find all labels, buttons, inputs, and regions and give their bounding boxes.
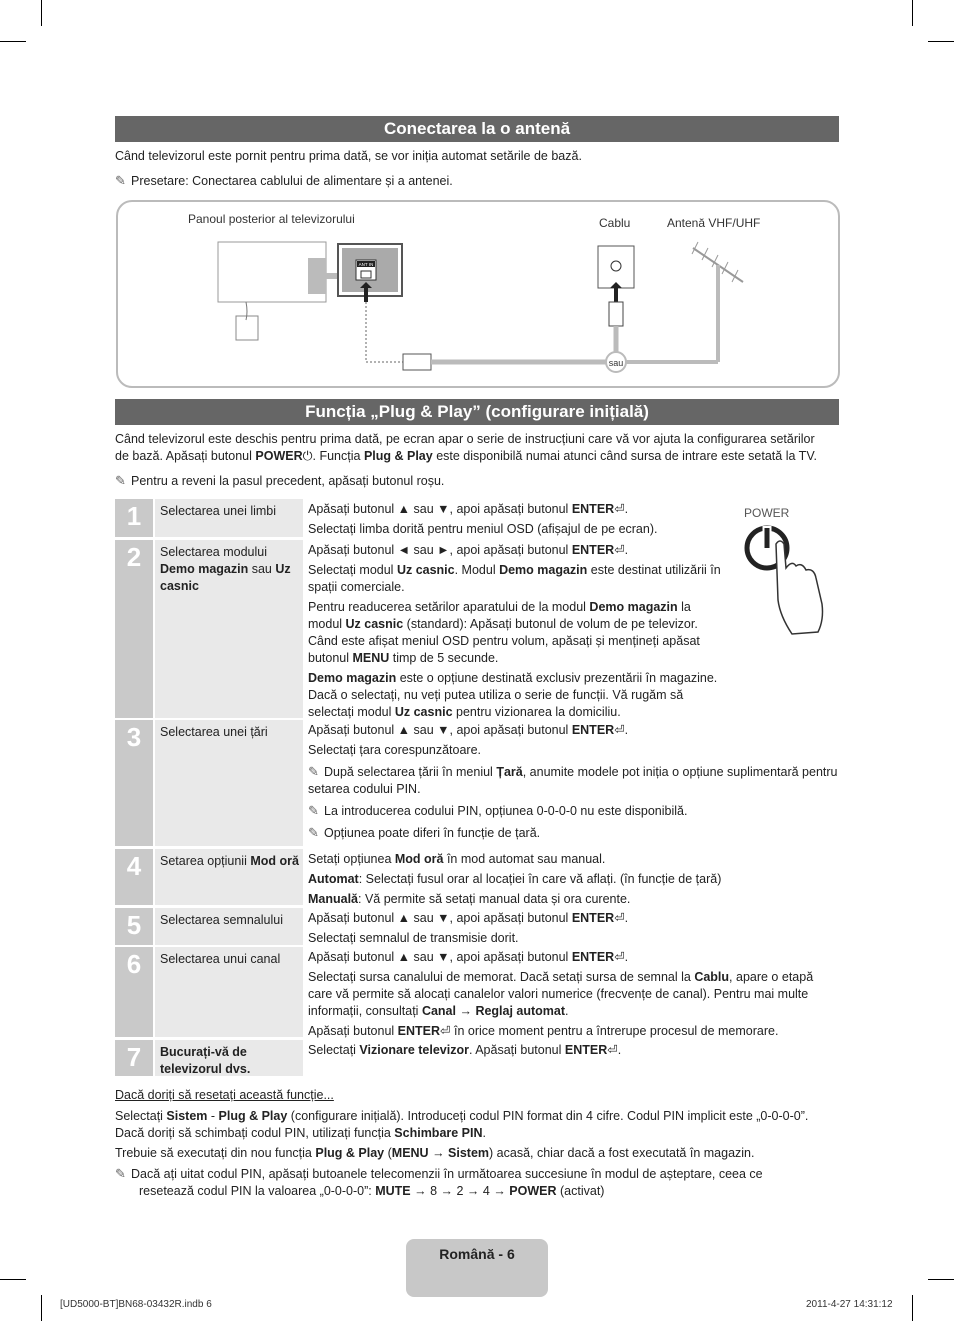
crop-mark bbox=[41, 1295, 42, 1321]
step-description: Apăsați butonul ▲ sau ▼, apoi apăsați butonul ENTER⏎. Selectați limba dorită pentru meniul OSD (afișajul de pe ecran). bbox=[308, 502, 658, 536]
enter-icon: ⏎ bbox=[614, 911, 625, 925]
step-label: Selectarea modului Demo magazin sau Uz casnic bbox=[155, 540, 303, 718]
crop-mark bbox=[928, 41, 954, 42]
enter-icon: ⏎ bbox=[607, 1043, 618, 1057]
step-label: Bucurați-vă de televizorul dvs. bbox=[155, 1040, 303, 1076]
diagram-drawing bbox=[118, 202, 838, 386]
step-5 bbox=[115, 908, 840, 945]
step-number: 7 bbox=[115, 1040, 153, 1076]
step-label: Selectarea unui canal bbox=[155, 947, 303, 1037]
reset-heading: Dacă doriți să resetați această funcție... bbox=[115, 1088, 334, 1102]
section1-intro: Când televizorul este pornit pentru prima dată, se vor iniția automat setările de bază. bbox=[115, 149, 582, 163]
step-description: Selectați Vizionare televizor. Apăsați butonul ENTER⏎. bbox=[308, 1043, 622, 1057]
crop-mark bbox=[912, 0, 913, 26]
crop-mark bbox=[41, 0, 42, 26]
step-6 bbox=[115, 947, 840, 1037]
note-pencil-icon: ✎ bbox=[308, 803, 319, 818]
power-symbol-icon: ⏻ bbox=[302, 449, 313, 463]
step-description: Setați opțiunea Mod oră în mod automat sau manual. Automat: Selectați fusul orar al locației în care vă aflați. (în funcție de țară) Manuală: Vă permite să setați manual data și ora curente. bbox=[308, 852, 722, 906]
footer-file: [UD5000-BT]BN68-03432R.indb 6 bbox=[60, 1299, 212, 1310]
step-label: Setarea opțiunii Mod oră bbox=[155, 849, 303, 905]
step-number: 1 bbox=[115, 499, 153, 537]
footer-date: 2011-4-27 14:31:12 bbox=[806, 1299, 893, 1310]
antenna-connection-diagram bbox=[116, 200, 840, 388]
step-label: Selectarea unei țări bbox=[155, 720, 303, 846]
step-number: 4 bbox=[115, 849, 153, 905]
step-7 bbox=[115, 1040, 840, 1076]
enter-icon: ⏎ bbox=[440, 1024, 451, 1038]
port-label: ANT IN bbox=[358, 262, 374, 267]
reset-text: Selectați Sistem - Plug & Play (configurare inițială). Introduceți codul PIN format din 4 cifre. Codul PIN implicit este „0-0-0-0”. Dacă doriți să schimbați codul PIN, utilizați funcția Schimbare PIN. Trebuie să executați din nou funcția Plug & Play (MENU → Sistem) acasă, chiar dacă a fost executată în magazin. ✎ Dacă ați uitat codul PIN, apăsați butoanele telecomenzii în următoarea succesiune în modul de așteptare, ceea ce resetează codul PIN la valoarea „0-0-0-0”: MUTE → 8 → 2 → 4 → POWER (activat) bbox=[115, 1109, 809, 1198]
page-number-tab: Română - 6 bbox=[406, 1239, 548, 1297]
section2-intro: Când televizorul este deschis pentru prima dată, pe ecran apar o serie de instrucțiuni care vă vor ajuta la configurarea setărilor de bază. Apăsați butonul POWER⏻. Funcția Plug & Play este disponibilă numai atunci când sursa de intrare este setată la TV. bbox=[115, 432, 817, 463]
step-number: 5 bbox=[115, 908, 153, 945]
crop-mark bbox=[0, 41, 26, 42]
crop-mark bbox=[928, 1279, 954, 1280]
enter-icon: ⏎ bbox=[614, 950, 625, 964]
note-pencil-icon: ✎ bbox=[308, 764, 319, 779]
step-description: Apăsați butonul ▲ sau ▼, apoi apăsați butonul ENTER⏎. Selectați semnalul de transmisie dorit. bbox=[308, 911, 629, 945]
step-2 bbox=[115, 540, 840, 718]
step-1 bbox=[115, 499, 840, 537]
tv-back-panel-label: Panoul posterior al televizorului bbox=[188, 212, 355, 226]
step-3 bbox=[115, 720, 840, 846]
step-number: 6 bbox=[115, 947, 153, 1037]
step-description: Apăsați butonul ▲ sau ▼, apoi apăsați butonul ENTER⏎. Selectați sursa canalului de memorat. Dacă setați sursa de semnal la Cablu, apare o etapă care vă permite să alocați canalelor valori numerice (frecvențe de canal). Pentru mai multe informații, consultați Canal → Reglaj automat. Apăsați butonul ENTER⏎ în orice moment pentru a întrerupe procesul de memorare. bbox=[308, 950, 814, 1038]
step-description: Apăsați butonul ▲ sau ▼, apoi apăsați butonul ENTER⏎. Selectați țara corespunzătoare. ✎ După selectarea țării în meniul Țară, anumite modele pot iniția o opțiune suplimentară pentru setarea codului PIN. ✎ La introducerea codului PIN, opțiunea 0-0-0-0 nu este disponibilă. ✎ Opțiunea poate diferi în funcție de țară. bbox=[308, 723, 838, 840]
note-pencil-icon: ✎ bbox=[115, 1166, 126, 1181]
step-4 bbox=[115, 849, 840, 905]
section-title-plug-play: Funcția „Plug & Play” (configurare inițială) bbox=[115, 399, 839, 425]
section2-note: ✎ Pentru a reveni la pasul precedent, apăsați butonul roșu. bbox=[115, 473, 445, 488]
enter-icon: ⏎ bbox=[614, 502, 625, 516]
step-label: Selectarea unei limbi bbox=[155, 499, 303, 537]
antenna-label: Antenă VHF/UHF bbox=[667, 216, 761, 230]
power-button-label: POWER bbox=[744, 506, 790, 520]
note-pencil-icon: ✎ bbox=[115, 473, 126, 488]
step-number: 3 bbox=[115, 720, 153, 846]
note-pencil-icon: ✎ bbox=[308, 825, 319, 840]
section-title-antenna: Conectarea la o antenă bbox=[115, 116, 839, 142]
note-pencil-icon: ✎ bbox=[115, 173, 126, 188]
enter-icon: ⏎ bbox=[614, 723, 625, 737]
step-number: 2 bbox=[115, 540, 153, 718]
enter-icon: ⏎ bbox=[614, 543, 625, 557]
cable-label: Cablu bbox=[599, 216, 631, 230]
step-description: Apăsați butonul ◄ sau ►, apoi apăsați butonul ENTER⏎. Selectați modul Uz casnic. Modul Demo magazin este destinat utilizării în spații comerciale. Pentru readucerea setărilor aparatului de la modul Demo magazin la modul Uz casnic (standard): Apăsați butonul de volum de pe televizor. Când este afișat meniul OSD pentru volum, apăsați și mențineți apăsat butonul MENU timp de 5 secunde. Demo magazin este o opțiune destinată exclusiv prezentării în magazine. Dacă o selectați, nu veți putea utiliza o serie de funcții. Vă rugăm să selectați modul Uz casnic pentru vizionarea la domiciliu. bbox=[308, 543, 721, 719]
crop-mark bbox=[0, 1279, 26, 1280]
section1-note: ✎ Presetare: Conectarea cablului de alimentare și a antenei. bbox=[115, 173, 453, 188]
step-label: Selectarea semnalului bbox=[155, 908, 303, 945]
or-label: sau bbox=[608, 358, 624, 368]
crop-mark bbox=[912, 1295, 913, 1321]
